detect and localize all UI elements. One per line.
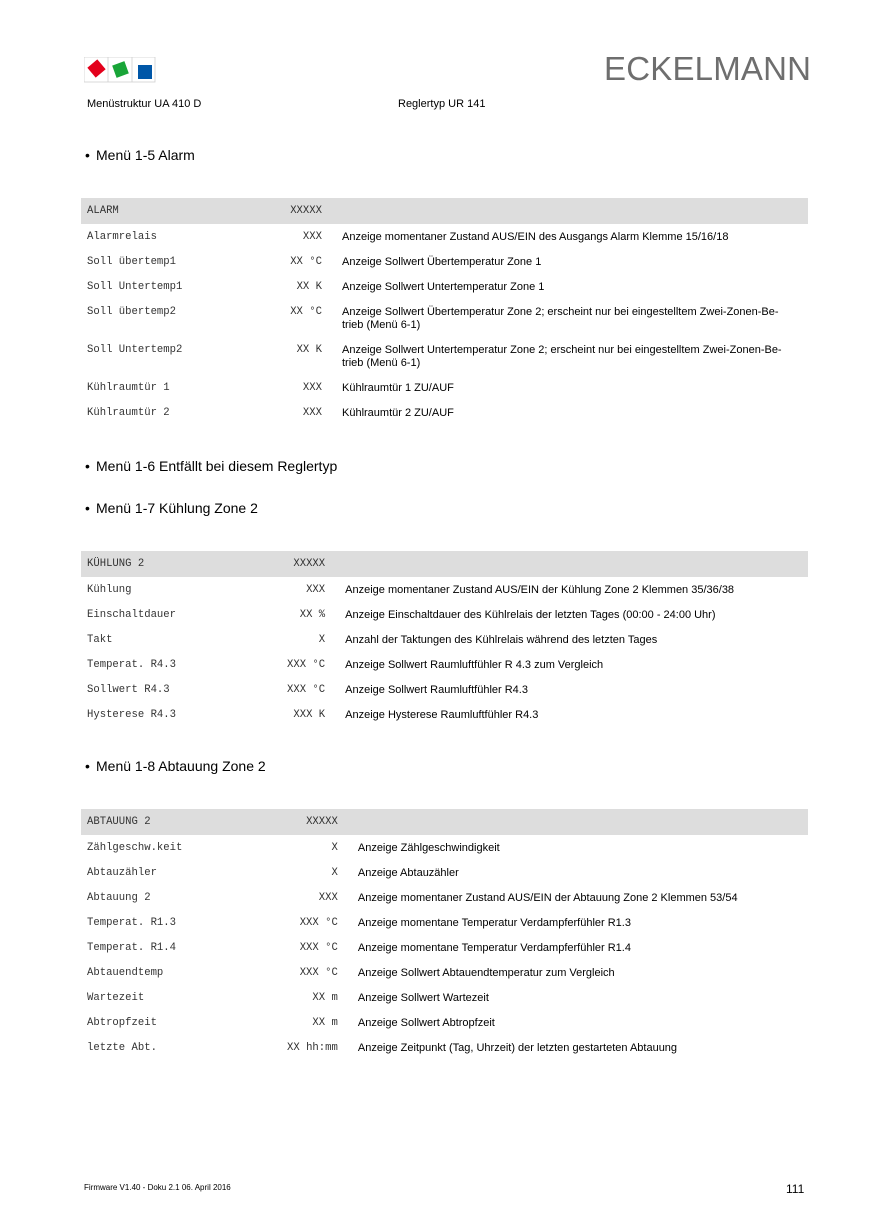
table-row xyxy=(81,1010,808,1035)
row-name: Wartezeit xyxy=(87,992,145,1004)
row-value: XX K xyxy=(296,344,322,356)
brand-name: ECKELMANN xyxy=(604,50,812,87)
row-description: Anzeige Zählgeschwindigkeit xyxy=(357,842,500,854)
row-value: XX % xyxy=(299,609,326,621)
row-name: Soll übertemp2 xyxy=(87,306,177,318)
menu-table-kuehlung xyxy=(81,551,808,727)
row-description: Anzeige Sollwert Raumluftfühler R 4.3 zum Vergleich xyxy=(345,659,604,671)
row-value: XXX °C xyxy=(299,967,338,979)
table-row xyxy=(81,677,808,702)
row-value: XXX °C xyxy=(299,942,338,954)
row-description: Anzeige Sollwert Raumluftfühler R4.3 xyxy=(345,684,528,696)
table-header-value: XXXXX xyxy=(287,198,322,224)
controller-type: Reglertyp UR 141 xyxy=(398,98,486,110)
row-value: XX hh:mm xyxy=(287,1042,338,1054)
row-description: Anzeige momentane Temperatur Verdampferfühler R1.4 xyxy=(357,942,631,954)
section-title-menu-1-7: • Menü 1-7 Kühlung Zone 2 xyxy=(85,500,258,516)
table-row xyxy=(81,910,808,935)
row-description: Anzeige Zeitpunkt (Tag, Uhrzeit) der letzten gestarteten Abtauung xyxy=(357,1042,678,1054)
bullet-icon: • xyxy=(85,147,90,163)
table-row xyxy=(81,935,808,960)
row-value: XXX xyxy=(302,231,322,243)
row-description: Anzeige Sollwert Untertemperatur Zone 2; erscheint nur bei eingestelltem Zwei-Zonen-Be-trieb (Menü 6-1) xyxy=(342,344,782,369)
row-value: XXX xyxy=(318,892,338,904)
table-row xyxy=(81,627,808,652)
row-name: Takt xyxy=(87,634,113,646)
row-value: XX m xyxy=(312,1017,338,1029)
row-name: Temperat. R1.4 xyxy=(87,942,177,954)
table-row xyxy=(81,960,808,985)
row-description: Anzeige Sollwert Abtropfzeit xyxy=(357,1017,495,1029)
section-title-menu-1-8: • Menü 1-8 Abtauung Zone 2 xyxy=(85,758,266,774)
row-description: Anzeige Hysterese Raumluftfühler R4.3 xyxy=(345,709,539,721)
bullet-icon: • xyxy=(85,500,90,516)
table-header-name: ABTAUUNG 2 xyxy=(81,809,287,835)
row-name: Abtauzähler xyxy=(87,867,157,879)
row-name: letzte Abt. xyxy=(87,1042,157,1054)
table-row xyxy=(81,652,808,677)
row-description: Anzeige Sollwert Übertemperatur Zone 2; erscheint nur bei eingestelltem Zwei-Zonen-Be-trieb (Menü 6-1) xyxy=(342,306,779,331)
row-name: Kühlung xyxy=(87,584,132,596)
row-description: Anzeige Sollwert Übertemperatur Zone 1 xyxy=(342,256,542,268)
table-row xyxy=(81,985,808,1010)
footer-firmware-info: Firmware V1.40 - Doku 2.1 06. April 2016 xyxy=(84,1183,231,1192)
row-name: Abtauung 2 xyxy=(87,892,151,904)
row-name: Soll übertemp1 xyxy=(87,256,177,268)
logo-blue-square xyxy=(138,65,152,79)
row-name: Hysterese R4.3 xyxy=(87,709,177,721)
table-row xyxy=(81,400,808,425)
bullet-icon: • xyxy=(85,458,90,474)
row-description: Anzeige momentane Temperatur Verdampferfühler R1.3 xyxy=(357,917,631,929)
row-description: Anzeige Einschaltdauer des Kühlrelais der letzten Tages (00:00 - 24:00 Uhr) xyxy=(345,609,716,621)
table-row xyxy=(81,299,808,337)
row-name: Einschaltdauer xyxy=(87,609,177,621)
table-row xyxy=(81,885,808,910)
company-logo xyxy=(84,57,156,83)
table-header-name: KÜHLUNG 2 xyxy=(81,551,287,577)
row-description: Anzahl der Taktungen des Kühlrelais während des letzten Tages xyxy=(345,634,658,646)
row-value: XXX °C xyxy=(299,917,338,929)
row-description: Anzeige Sollwert Untertemperatur Zone 1 xyxy=(342,281,545,293)
table-row xyxy=(81,860,808,885)
row-description: Kühlraumtür 1 ZU/AUF xyxy=(342,382,454,394)
table-row xyxy=(81,224,808,249)
row-name: Soll Untertemp2 xyxy=(87,344,183,356)
table-header-row xyxy=(81,551,808,577)
document-title: Menüstruktur UA 410 D xyxy=(87,98,202,110)
row-description: Kühlraumtür 2 ZU/AUF xyxy=(342,407,454,419)
menu-table-alarm xyxy=(81,198,808,425)
row-value: X xyxy=(331,867,338,879)
row-name: Kühlraumtür 2 xyxy=(87,407,170,419)
row-value: XXX xyxy=(306,584,326,596)
section-title-menu-1-6: • Menü 1-6 Entfällt bei diesem Reglertyp xyxy=(85,458,338,474)
row-value: XXX °C xyxy=(287,659,326,671)
row-name: Abtauendtemp xyxy=(87,967,164,979)
menu-table-abtauung xyxy=(81,809,808,1060)
row-value: XX °C xyxy=(290,256,322,268)
table-header-value: XXXXX xyxy=(287,551,325,577)
table-header-row xyxy=(81,809,808,835)
table-row xyxy=(81,602,808,627)
row-value: X xyxy=(318,634,326,646)
row-value: XX K xyxy=(296,281,322,293)
row-value: XXX xyxy=(302,382,322,394)
row-value: X xyxy=(331,842,338,854)
row-name: Soll Untertemp1 xyxy=(87,281,183,293)
row-value: XXX xyxy=(302,407,322,419)
row-description: Anzeige Sollwert Abtauendtemperatur zum Vergleich xyxy=(357,967,615,979)
table-row xyxy=(81,702,808,727)
table-row xyxy=(81,1035,808,1060)
section-title-menu-1-5: • Menü 1-5 Alarm xyxy=(85,147,195,163)
table-header-name: ALARM xyxy=(81,198,287,224)
row-description: Anzeige Sollwert Wartezeit xyxy=(357,992,489,1004)
row-description: Anzeige momentaner Zustand AUS/EIN des Ausgangs Alarm Klemme 15/16/18 xyxy=(342,231,729,243)
table-row xyxy=(81,249,808,274)
row-description: Anzeige Abtauzähler xyxy=(357,867,459,879)
row-value: XX m xyxy=(312,992,338,1004)
row-value: XX °C xyxy=(290,306,322,318)
row-name: Temperat. R4.3 xyxy=(87,659,177,671)
row-name: Sollwert R4.3 xyxy=(87,684,170,696)
row-name: Alarmrelais xyxy=(87,231,157,243)
table-row xyxy=(81,337,808,375)
table-row xyxy=(81,274,808,299)
table-row xyxy=(81,577,808,602)
table-header-value: XXXXX xyxy=(287,809,338,835)
row-value: XXX K xyxy=(293,709,326,721)
table-row xyxy=(81,375,808,400)
row-description: Anzeige momentaner Zustand AUS/EIN der Kühlung Zone 2 Klemmen 35/36/38 xyxy=(345,584,735,596)
bullet-icon: • xyxy=(85,758,90,774)
row-name: Zählgeschw.keit xyxy=(87,842,183,854)
row-name: Temperat. R1.3 xyxy=(87,917,177,929)
row-description: Anzeige momentaner Zustand AUS/EIN der Abtauung Zone 2 Klemmen 53/54 xyxy=(357,892,738,904)
row-name: Kühlraumtür 1 xyxy=(87,382,170,394)
row-value: XXX °C xyxy=(287,684,326,696)
table-row xyxy=(81,835,808,860)
row-name: Abtropfzeit xyxy=(87,1017,157,1029)
table-header-row xyxy=(81,198,808,224)
page-number: 111 xyxy=(786,1182,805,1196)
